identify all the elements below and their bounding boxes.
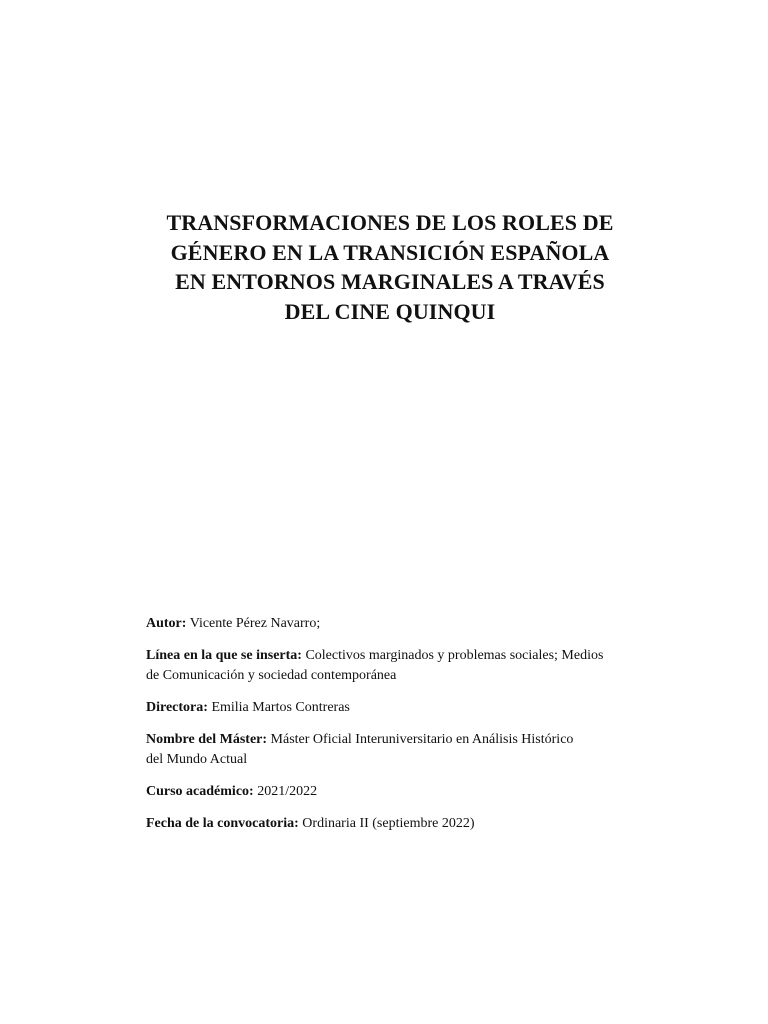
field-autor-value: Vicente Pérez Navarro; bbox=[189, 616, 321, 631]
field-linea-value-2: de Comunicación y sociedad contemporánea bbox=[146, 668, 397, 683]
field-convocatoria-value: Ordinaria II (septiembre 2022) bbox=[302, 816, 475, 831]
field-convocatoria-label: Fecha de la convocatoria: bbox=[146, 816, 299, 831]
field-autor-label: Autor: bbox=[146, 616, 187, 631]
field-master bbox=[146, 730, 706, 770]
field-master-label: Nombre del Máster: bbox=[146, 732, 268, 747]
field-linea bbox=[146, 646, 706, 686]
field-linea-label: Línea en la que se inserta: bbox=[146, 648, 302, 663]
field-master-value-1: Máster Oficial Interuniversitario en Análisis Histórico bbox=[270, 732, 574, 747]
field-directora bbox=[146, 698, 706, 718]
field-directora-label: Directora: bbox=[146, 700, 208, 715]
title-line-2: GÉNERO EN LA TRANSICIÓN ESPAÑOLA bbox=[170, 239, 610, 265]
title-line-3: EN ENTORNOS MARGINALES A TRAVÉS bbox=[175, 269, 605, 294]
field-curso bbox=[146, 782, 706, 802]
field-directora-value: Emilia Martos Contreras bbox=[211, 700, 350, 715]
field-curso-label: Curso académico: bbox=[146, 784, 254, 799]
field-convocatoria bbox=[146, 814, 706, 834]
thesis-metadata bbox=[146, 614, 706, 846]
field-curso-value: 2021/2022 bbox=[257, 784, 318, 799]
field-linea-value-1: Colectivos marginados y problemas sociales; Medios bbox=[305, 648, 604, 663]
document-title bbox=[100, 208, 680, 326]
title-line-4: DEL CINE QUINQUI bbox=[284, 298, 496, 324]
field-autor bbox=[146, 614, 706, 634]
field-master-value-2: del Mundo Actual bbox=[146, 752, 248, 767]
title-line-1: TRANSFORMACIONES DE LOS ROLES DE bbox=[166, 210, 614, 235]
